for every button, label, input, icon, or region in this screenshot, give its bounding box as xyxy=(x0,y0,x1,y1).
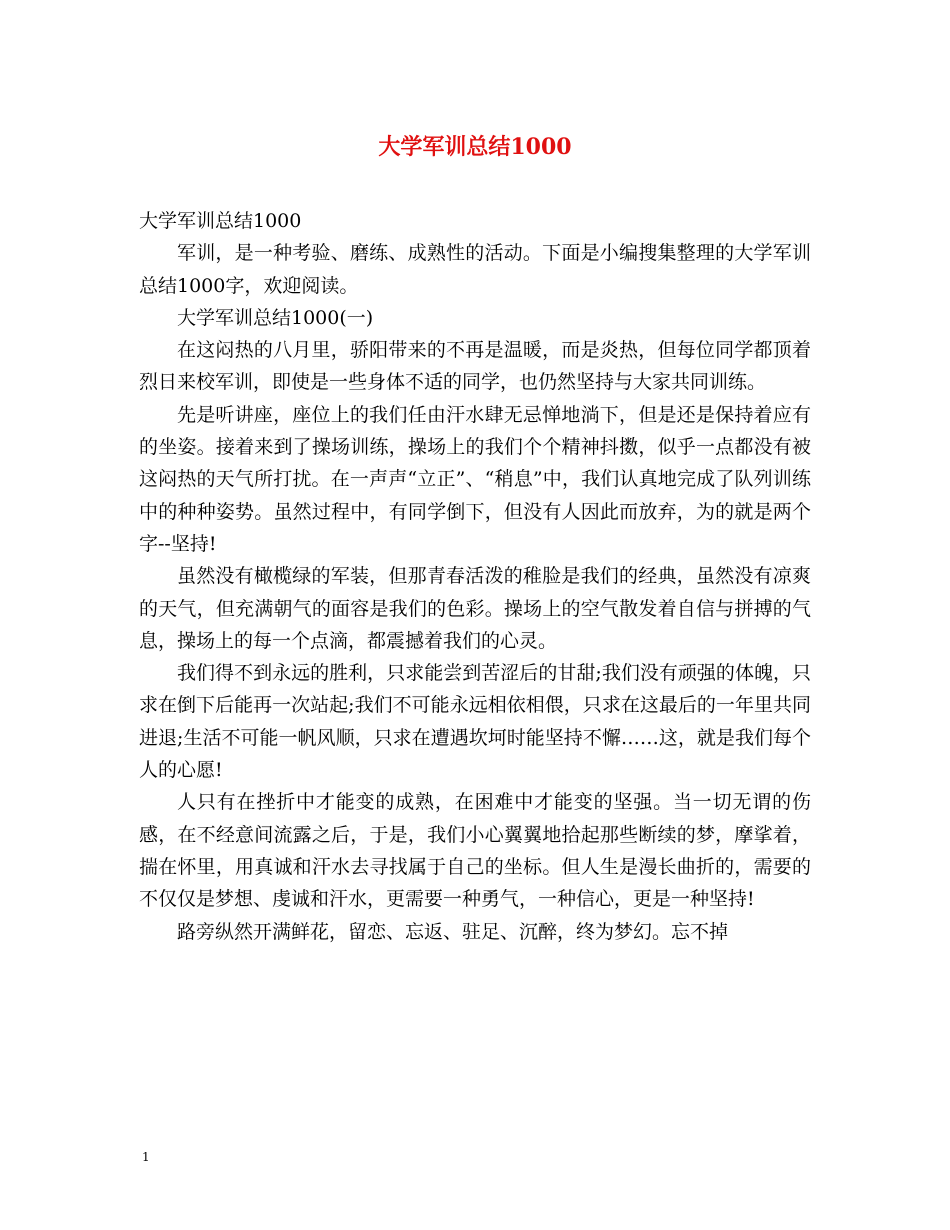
paragraph: 先是听讲座，座位上的我们任由汗水肆无忌惮地淌下，但是还是保持着应有的坐姿。接着来到了操场训练，操场上的我们个个精神抖擞，似乎一点都没有被这闷热的天气所打扰。在一声声“立正”、“稍息”中，我们认真地完成了队列训练中的种种姿势。虽然过程中，有同学倒下，但没有人因此而放弃，为的就是两个字--坚持! xyxy=(139,403,811,555)
paragraph: 虽然没有橄榄绿的军装，但那青春活泼的稚脸是我们的经典，虽然没有凉爽的天气，但充满朝气的面容是我们的色彩。操场上的空气散发着自信与拼搏的气息，操场上的每一个点滴，都震撼着我们的心灵。 xyxy=(139,565,811,652)
paragraph: 人只有在挫折中才能变的成熟，在困难中才能变的坚强。当一切无谓的伤感，在不经意间流露之后，于是，我们小心翼翼地拾起那些断续的梦，摩挲着，揣在怀里，用真诚和汗水去寻找属于自己的坐标。但人生是漫长曲折的，需要的不仅仅是梦想、虔诚和汗水，更需要一种勇气，一种信心，更是一种坚持! xyxy=(139,791,811,911)
paragraph: 我们得不到永远的胜利，只求能尝到苦涩后的甘甜;我们没有顽强的体魄，只求在倒下后能再一次站起;我们不可能永远相依相偎，只求在这最后的一年里共同进退;生活不可能一帆风顺，只求在遭遇坎坷时能坚持不懈……这，就是我们每个人的心愿! xyxy=(139,662,811,782)
section-heading: 大学军训总结1000(一) xyxy=(177,306,374,329)
paragraph-intro: 军训，是一种考验、磨练、成熟性的活动。下面是小编搜集整理的大学军训总结1000字，欢迎阅读。 xyxy=(139,242,811,297)
paragraph: 路旁纵然开满鲜花，留恋、忘返、驻足、沉醉，终为梦幻。忘不掉 xyxy=(177,920,729,943)
paragraph: 在这闷热的八月里，骄阳带来的不再是温暖，而是炎热，但每位同学都顶着烈日来校军训，即使是一些身体不适的同学，也仍然坚持与大家共同训练。 xyxy=(139,339,811,394)
document-title: 大学军训总结1000 xyxy=(378,134,572,160)
page-number: 1 xyxy=(142,1150,150,1164)
document-body xyxy=(139,205,811,948)
paragraph-heading: 大学军训总结1000 xyxy=(139,210,302,232)
